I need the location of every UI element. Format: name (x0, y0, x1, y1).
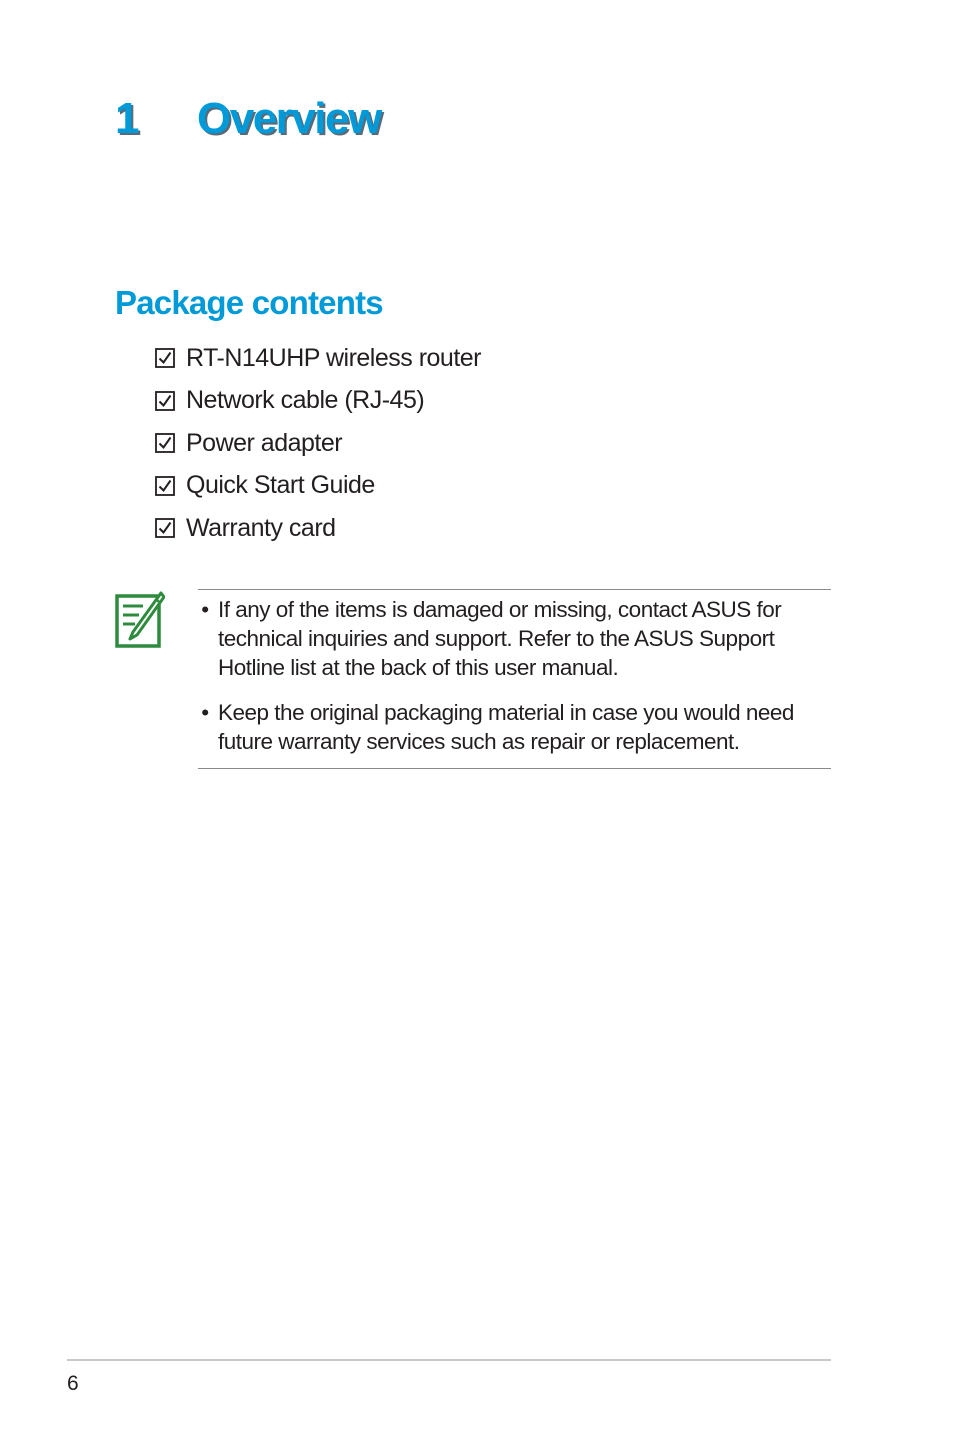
list-item-label: Power adapter (186, 428, 343, 457)
package-contents-list (155, 337, 481, 550)
checked-box-icon (155, 518, 175, 538)
list-item-label: Quick Start Guide (186, 471, 375, 500)
chapter-title-text: Overview (197, 94, 381, 143)
bullet: • (201, 597, 209, 622)
footer-divider (67, 1359, 831, 1361)
checked-box-icon (155, 433, 175, 453)
note-box (198, 589, 831, 769)
note-item (198, 595, 831, 682)
list-item-label: RT-N14UHP wireless router (186, 343, 482, 372)
checked-box-icon (155, 348, 175, 368)
note-text: Keep the original packaging material in case you would need future warranty services such as repair or replacement. (218, 700, 794, 754)
list-item (155, 422, 481, 465)
page-number: 6 (67, 1372, 79, 1395)
checked-box-icon (155, 476, 175, 496)
bullet: • (201, 700, 209, 725)
note-pencil-icon (115, 590, 165, 648)
section-title: Package contents (115, 284, 383, 321)
chapter-number: 1 (115, 94, 138, 143)
checked-box-icon (155, 391, 175, 411)
list-item-label: Network cable (RJ-45) (186, 386, 425, 415)
list-item-label: Warranty card (186, 513, 336, 542)
note-item (198, 698, 831, 756)
list-item (155, 380, 481, 423)
chapter-title (115, 92, 381, 146)
list-item (155, 337, 481, 380)
list-item (155, 507, 481, 550)
list-item (155, 465, 481, 508)
note-text: If any of the items is damaged or missing, contact ASUS for technical inquiries and support. Refer to the ASUS Support Hotline list at the back of this user manual. (218, 597, 782, 680)
